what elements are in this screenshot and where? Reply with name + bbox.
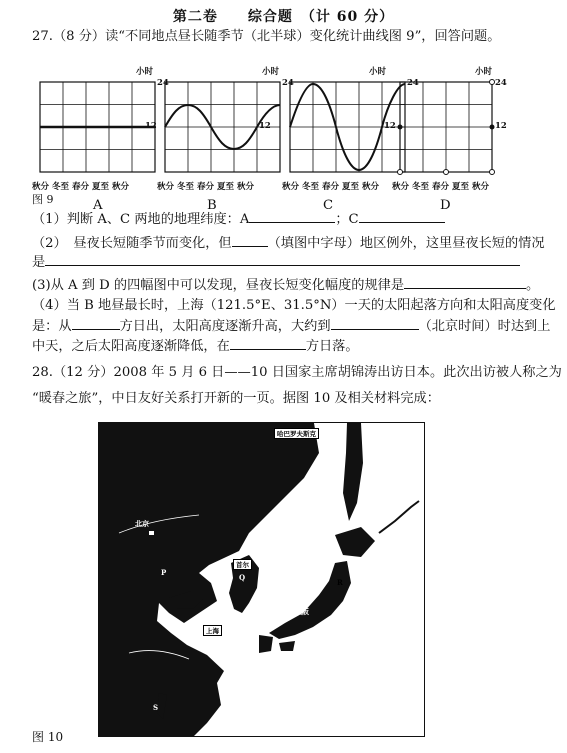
y-mid-a: 12: [145, 121, 157, 131]
y-top-d: 24: [495, 78, 507, 88]
label-s: S: [153, 703, 159, 712]
q28-line2: “暖春之旅”，中日友好关系打开新的一页。据图 10 及相关材料完成：: [32, 391, 440, 406]
y-top-b: 24: [282, 78, 294, 88]
q27-sub4-line3: 中天，之后太阳高度逐渐降低，在 方日落。: [32, 339, 359, 354]
answer-blank-sunrise[interactable]: [72, 317, 120, 330]
label-city-jp: 大阪: [295, 607, 309, 616]
label-khabarovsk: 哈巴罗夫斯克: [274, 428, 319, 439]
q27-sub4-line2: 是：从 方日出，太阳高度逐渐升高，大约到 （北京时间）时达到上: [32, 319, 551, 334]
q27-sub1: （1）判断 A、C 两地的地理纬度：A ；C: [32, 210, 445, 229]
label-p: P: [161, 568, 167, 577]
answer-blank-a[interactable]: [249, 210, 335, 223]
y-mid-b: 12: [259, 121, 271, 131]
answer-blank-sunset[interactable]: [230, 337, 306, 350]
hour-label-c: 小时: [369, 67, 387, 77]
q27-sub2-line2: 是: [32, 253, 520, 272]
season-row-b: 秋分 冬至 春分 夏至 秋分: [157, 182, 254, 192]
answer-blank-letter[interactable]: [232, 234, 268, 247]
chart-letter-b: B: [207, 198, 217, 213]
hour-label-a: 小时: [136, 67, 154, 77]
q27-intro: 27.（8 分）读“不同地点昼长随季节（北半球）变化统计曲线图 9”，回答问题。: [32, 29, 501, 44]
chart-a: [40, 82, 155, 172]
label-q: Q: [239, 573, 246, 582]
y-mid-d: 12: [495, 121, 507, 131]
season-row-d: 秋分 冬至 春分 夏至 秋分: [392, 182, 489, 192]
section-title: 第二卷 综合题 （计 60 分）: [172, 9, 395, 25]
answer-blank-situation[interactable]: [45, 253, 520, 266]
answer-blank-pattern[interactable]: [404, 276, 526, 289]
answer-blank-c[interactable]: [359, 210, 445, 223]
y-top-a: 24: [157, 78, 169, 88]
chart-letter-d: D: [440, 198, 451, 213]
map-graphic: [99, 423, 424, 736]
y-top-c: 24: [407, 78, 419, 88]
hour-label-d: 小时: [475, 67, 493, 77]
season-row-a: 秋分 冬至 春分 夏至 秋分: [32, 182, 129, 192]
hour-label-b: 小时: [262, 67, 280, 77]
y-mid-c: 12: [384, 121, 396, 131]
q28-line1: 28.（12 分）2008 年 5 月 6 日——10 日国家主席胡锦涛出访日本。此次出访被人称之为: [32, 365, 562, 380]
season-row-c: 秋分 冬至 春分 夏至 秋分: [282, 182, 379, 192]
answer-blank-time[interactable]: [331, 317, 419, 330]
chart-d: [398, 80, 495, 175]
chart-letter-c: C: [323, 198, 334, 213]
q27-sub2: （2） 昼夜长短随季节而变化，但 （填图中字母）地区例外，这里昼夜长短的情况: [32, 236, 545, 251]
q27-sub4-line1: （4）当 B 地昼最长时，上海（121.5°E、31.5°N）一天的太阳起落方向和太阳高度变化: [32, 298, 556, 313]
figure-9-label: 图 9: [32, 193, 54, 206]
label-shanghai: 上海: [203, 625, 222, 636]
label-beijing: 北京: [135, 519, 149, 528]
label-seoul: 首尔: [233, 559, 252, 570]
figure-10-map: [98, 422, 425, 737]
label-r: R: [337, 578, 343, 587]
figure-10-label: 图 10: [32, 730, 64, 744]
q27-sub3: (3)从 A 到 D 的四幅图中可以发现，昼夜长短变化幅度的规律是 。: [32, 278, 540, 293]
chart-letter-a: A: [93, 198, 103, 213]
